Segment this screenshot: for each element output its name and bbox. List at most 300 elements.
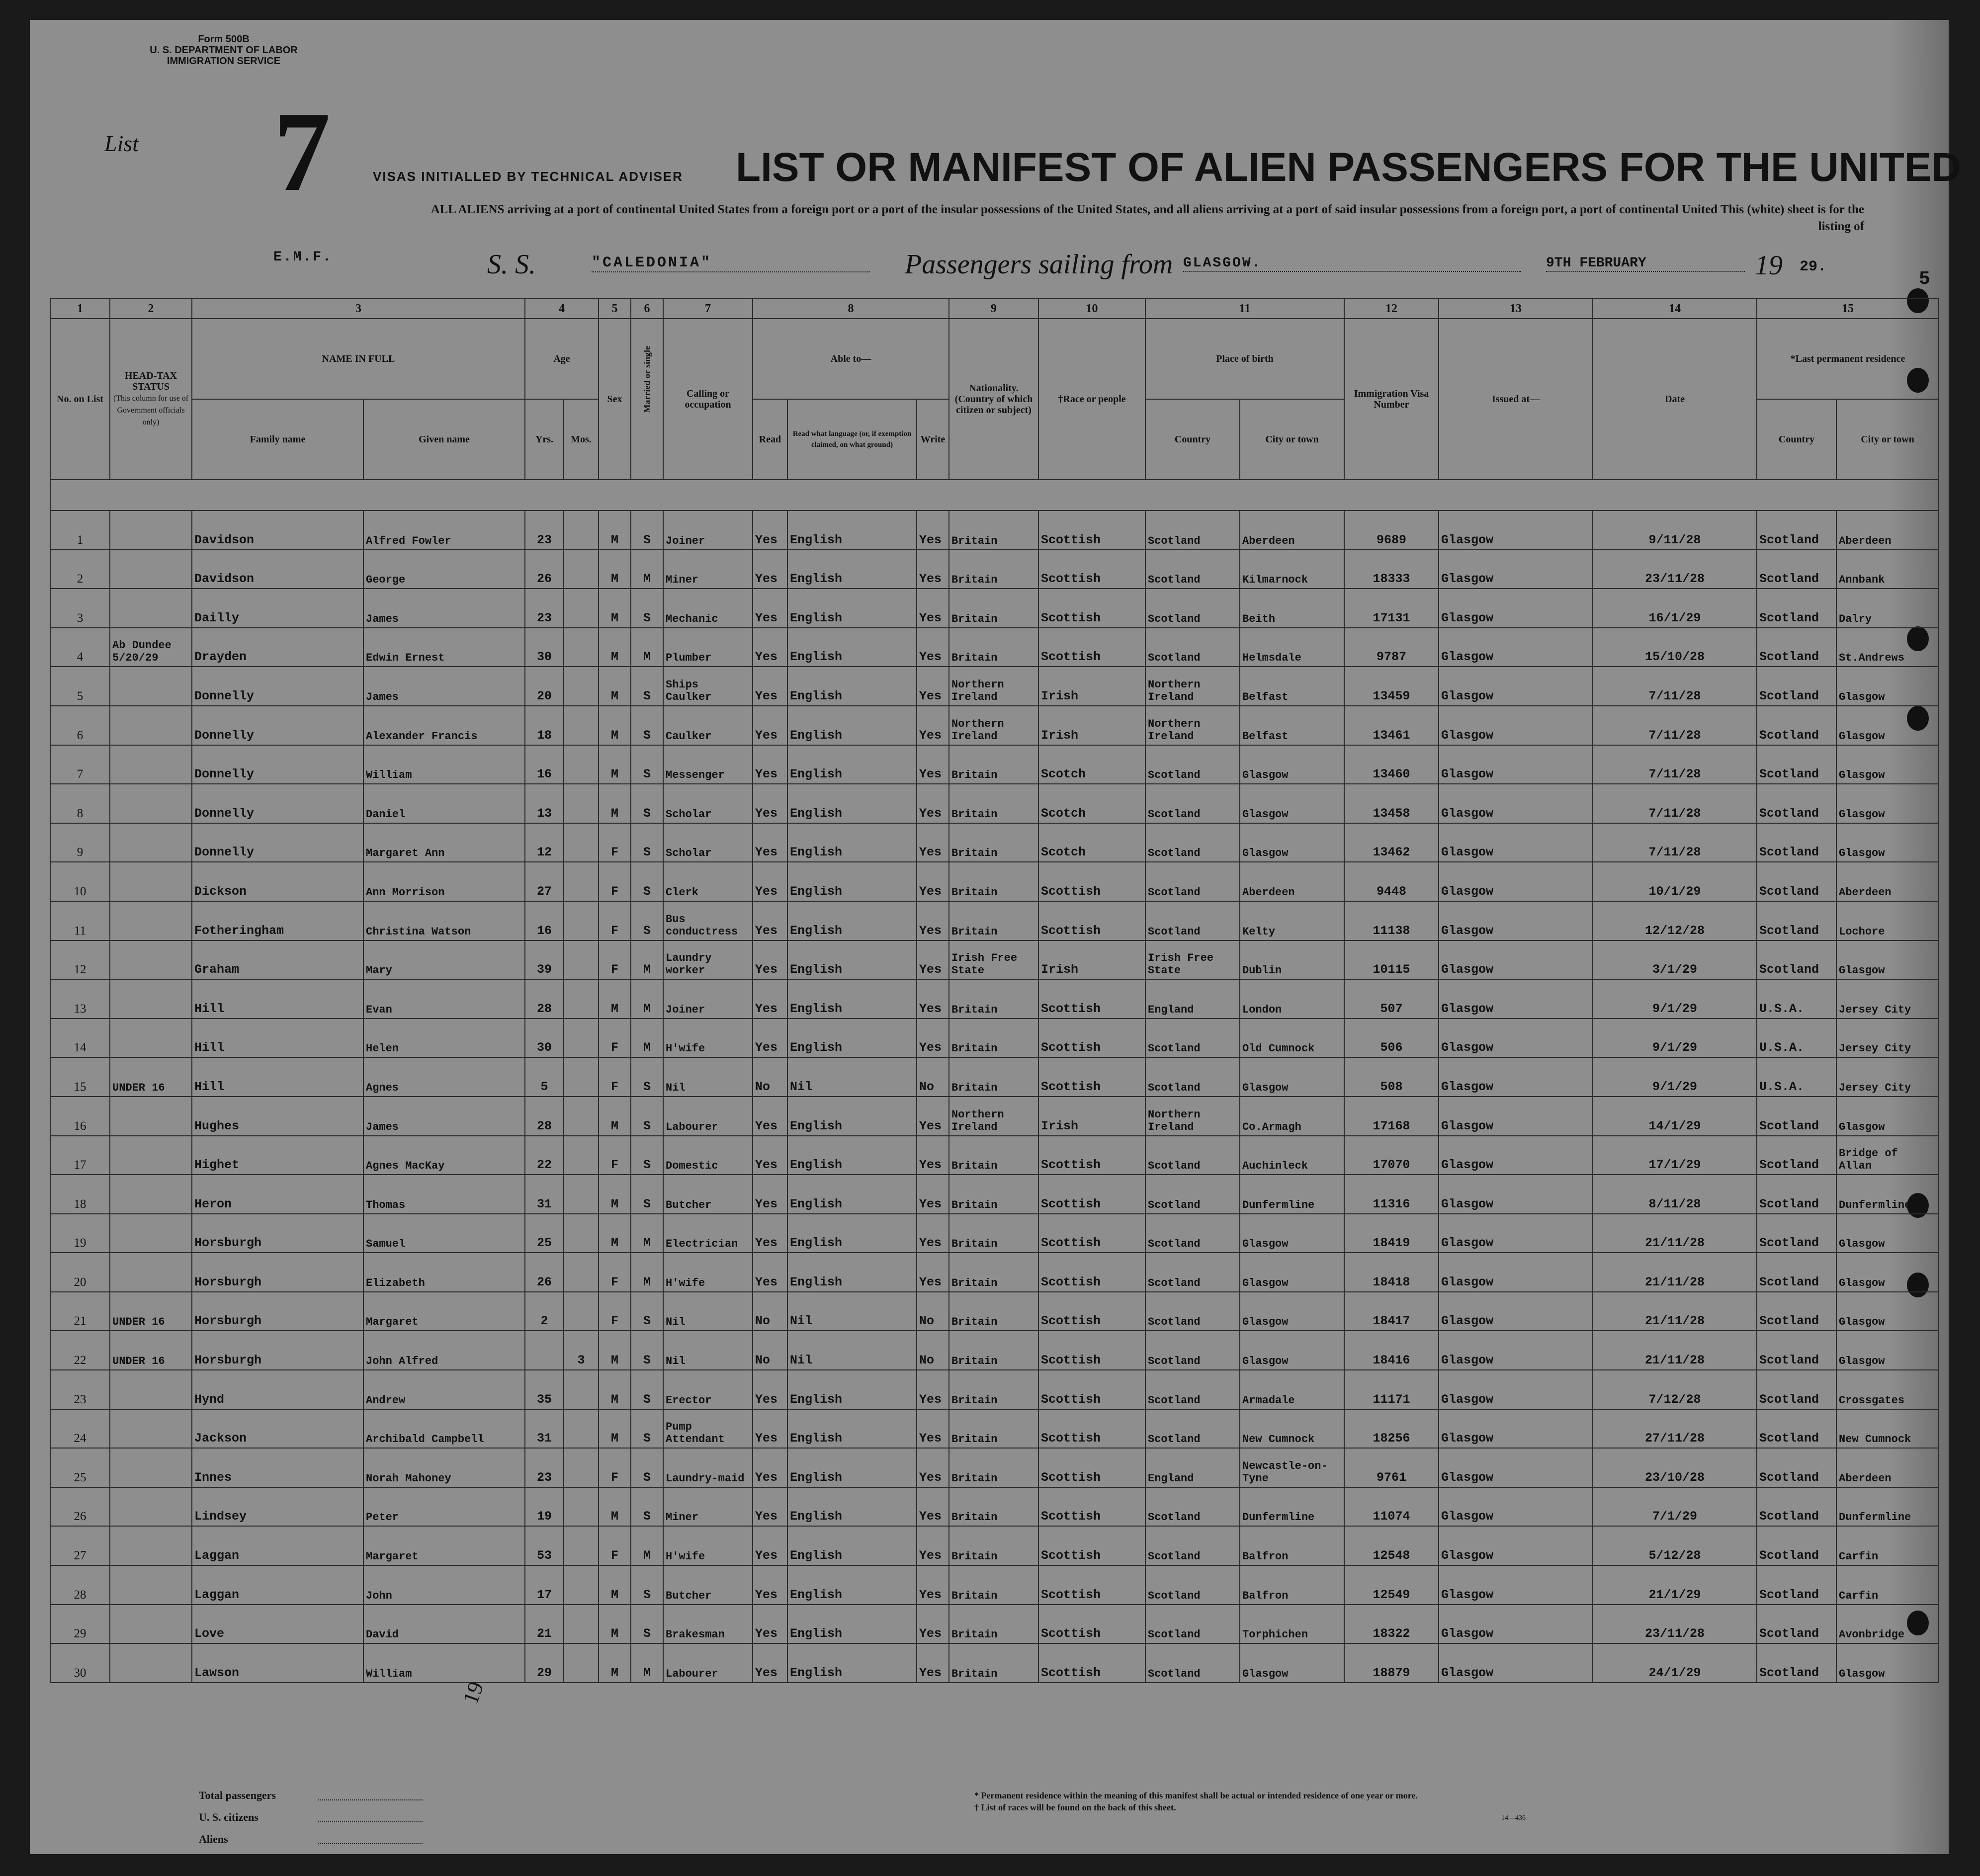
sex: M [599, 1605, 631, 1644]
row-number: 25 [50, 1448, 110, 1487]
occupation: Nil [663, 1057, 753, 1097]
sex: M [599, 628, 631, 667]
can-write: Yes [917, 589, 949, 628]
residence-city: Dalry [1836, 589, 1939, 628]
header-yrs: Yrs. [525, 399, 564, 480]
race: Scottish [1038, 1214, 1145, 1253]
birth-city: Balfron [1240, 1526, 1344, 1565]
can-read: Yes [753, 706, 787, 745]
head-tax-status [110, 979, 192, 1019]
header-last-residence: *Last permanent residence [1757, 319, 1939, 399]
visa-date: 7/11/28 [1593, 706, 1757, 745]
age-years: 35 [525, 1370, 564, 1409]
nationality: Britain [949, 1057, 1038, 1097]
visa-number: 18416 [1344, 1331, 1439, 1370]
marital-status: S [631, 1487, 663, 1527]
row-number: 26 [50, 1487, 110, 1527]
header-sex: Sex [599, 319, 631, 480]
residence-country: Scotland [1757, 1253, 1836, 1292]
head-tax-status [110, 1214, 192, 1253]
race: Irish [1038, 940, 1145, 980]
row-number: 21 [50, 1292, 110, 1331]
read-language: English [787, 940, 917, 980]
can-read: Yes [753, 667, 787, 706]
family-name: Dailly [192, 589, 363, 628]
occupation: Miner [663, 1487, 753, 1527]
occupation: H'wife [663, 1526, 753, 1565]
marital-status: M [631, 1253, 663, 1292]
can-write: Yes [917, 1253, 949, 1292]
passenger-rows [50, 511, 1939, 1683]
family-name: Laggan [192, 1565, 363, 1605]
head-tax-status [110, 1175, 192, 1214]
nationality: Britain [949, 1136, 1038, 1175]
age-years: 31 [525, 1175, 564, 1214]
column-number: 6 [631, 299, 663, 319]
race: Scottish [1038, 1253, 1145, 1292]
family-name: Horsburgh [192, 1292, 363, 1331]
occupation: Joiner [663, 511, 753, 550]
visa-date: 9/1/29 [1593, 979, 1757, 1019]
age-months [564, 628, 599, 667]
passenger-row [50, 1292, 1939, 1331]
age-months [564, 706, 599, 745]
visa-date: 9/11/28 [1593, 511, 1757, 550]
can-read: Yes [753, 1643, 787, 1683]
marital-status: M [631, 628, 663, 667]
birth-country: England [1145, 1448, 1240, 1487]
sex: M [599, 550, 631, 589]
race: Scotch [1038, 784, 1145, 823]
header-family-name: Family name [192, 399, 363, 480]
residence-city: Glasgow [1836, 1292, 1939, 1331]
birth-country: Northern Ireland [1145, 706, 1240, 745]
sex: M [599, 706, 631, 745]
residence-city: Glasgow [1836, 1214, 1939, 1253]
birth-country: Scotland [1145, 862, 1240, 901]
header-race: †Race or people [1038, 319, 1145, 480]
read-language: English [787, 1526, 917, 1565]
row-number: 28 [50, 1565, 110, 1605]
can-write: Yes [917, 979, 949, 1019]
read-language: English [787, 1605, 917, 1644]
sex: F [599, 1019, 631, 1058]
age-months [564, 979, 599, 1019]
race: Scottish [1038, 1331, 1145, 1370]
marital-status: S [631, 1097, 663, 1136]
passenger-row [50, 667, 1939, 706]
can-read: Yes [753, 550, 787, 589]
race: Scottish [1038, 1605, 1145, 1644]
marital-status: S [631, 667, 663, 706]
sex: M [599, 979, 631, 1019]
occupation: Messenger [663, 745, 753, 784]
birth-city: Kelty [1240, 901, 1344, 940]
can-read: Yes [753, 823, 787, 862]
passenger-row [50, 745, 1939, 784]
can-write: Yes [917, 862, 949, 901]
age-years: 13 [525, 784, 564, 823]
visa-date: 23/11/28 [1593, 550, 1757, 589]
can-write: Yes [917, 706, 949, 745]
head-tax-status [110, 784, 192, 823]
age-months [564, 1175, 599, 1214]
read-language: English [787, 1409, 917, 1449]
family-name: Hynd [192, 1370, 363, 1409]
total-passengers-line [199, 1785, 423, 1806]
header-name-in-full: NAME IN FULL [192, 319, 525, 399]
header-write: Write [917, 399, 949, 480]
visa-number: 12548 [1344, 1526, 1439, 1565]
birth-city: Aberdeen [1240, 511, 1344, 550]
residence-city: St.Andrews [1836, 628, 1939, 667]
occupation: Labourer [663, 1643, 753, 1683]
given-name: Ann Morrison [363, 862, 525, 901]
head-tax-status [110, 1019, 192, 1058]
married-label: Married or single [642, 345, 652, 413]
nationality: Britain [949, 1370, 1038, 1409]
can-read: No [753, 1331, 787, 1370]
can-read: Yes [753, 1019, 787, 1058]
list-label: List [104, 131, 139, 156]
nationality: Britain [949, 550, 1038, 589]
given-name: Helen [363, 1019, 525, 1058]
nationality: Britain [949, 1331, 1038, 1370]
spacer-row [50, 480, 1939, 511]
birth-country: Scotland [1145, 745, 1240, 784]
issued-at: Glasgow [1439, 1175, 1593, 1214]
nationality: Britain [949, 784, 1038, 823]
occupation: Laundry-maid [663, 1448, 753, 1487]
birth-city: Glasgow [1240, 1214, 1344, 1253]
marital-status: S [631, 1565, 663, 1605]
sex: M [599, 511, 631, 550]
passenger-row [50, 1253, 1939, 1292]
family-name: Drayden [192, 628, 363, 667]
residence-country: Scotland [1757, 1097, 1836, 1136]
sex: M [599, 1370, 631, 1409]
occupation: Bus conductress [663, 901, 753, 940]
read-language: English [787, 823, 917, 862]
marital-status: S [631, 823, 663, 862]
race: Scottish [1038, 1370, 1145, 1409]
age-months [564, 901, 599, 940]
sex: M [599, 745, 631, 784]
can-write: Yes [917, 667, 949, 706]
residence-city: Avonbridge [1836, 1605, 1939, 1644]
residence-city: Glasgow [1836, 667, 1939, 706]
occupation: Butcher [663, 1565, 753, 1605]
occupation: Labourer [663, 1097, 753, 1136]
visa-number: 18333 [1344, 550, 1439, 589]
header-residence-city: City or town [1836, 399, 1939, 480]
read-language: English [787, 1565, 917, 1605]
age-years: 28 [525, 979, 564, 1019]
birth-city: London [1240, 979, 1344, 1019]
sex: M [599, 1097, 631, 1136]
residence-city: Glasgow [1836, 784, 1939, 823]
family-name: Lawson [192, 1643, 363, 1683]
residence-country: Scotland [1757, 1370, 1836, 1409]
age-months [564, 823, 599, 862]
visa-date: 21/11/28 [1593, 1331, 1757, 1370]
birth-city: Glasgow [1240, 823, 1344, 862]
age-months [564, 1565, 599, 1605]
passenger-row [50, 823, 1939, 862]
residence-country: Scotland [1757, 1565, 1836, 1605]
passenger-row [50, 1448, 1939, 1487]
header-read-language: Read what language (or, if exemption claimed, on what ground) [787, 399, 917, 480]
birth-city: Glasgow [1240, 784, 1344, 823]
can-read: Yes [753, 1253, 787, 1292]
visa-number: 11171 [1344, 1370, 1439, 1409]
head-tax-status [110, 745, 192, 784]
row-number: 10 [50, 862, 110, 901]
row-number: 22 [50, 1331, 110, 1370]
head-tax-status: UNDER 16 [110, 1057, 192, 1097]
marital-status: S [631, 1057, 663, 1097]
can-read: Yes [753, 901, 787, 940]
row-number: 14 [50, 1019, 110, 1058]
read-language: English [787, 550, 917, 589]
read-language: English [787, 1175, 917, 1214]
spacer-cell [50, 480, 1939, 511]
read-language: English [787, 511, 917, 550]
residence-country: Scotland [1757, 1214, 1836, 1253]
occupation: H'wife [663, 1019, 753, 1058]
issued-at: Glasgow [1439, 667, 1593, 706]
given-name: Margaret [363, 1526, 525, 1565]
nationality: Britain [949, 1214, 1038, 1253]
nationality: Britain [949, 1605, 1038, 1644]
residence-country: U.S.A. [1757, 979, 1836, 1019]
occupation: Ships Caulker [663, 667, 753, 706]
visa-number: 11316 [1344, 1175, 1439, 1214]
age-years: 26 [525, 550, 564, 589]
head-tax-status [110, 1526, 192, 1565]
read-language: English [787, 1097, 917, 1136]
can-read: Yes [753, 745, 787, 784]
sex: M [599, 667, 631, 706]
race: Scottish [1038, 1057, 1145, 1097]
occupation: Miner [663, 550, 753, 589]
birth-city: Beith [1240, 589, 1344, 628]
family-name: Heron [192, 1175, 363, 1214]
age-years: 16 [525, 745, 564, 784]
age-months [564, 745, 599, 784]
race: Scottish [1038, 1136, 1145, 1175]
row-number: 12 [50, 940, 110, 980]
nationality: Britain [949, 745, 1038, 784]
visa-number: 506 [1344, 1019, 1439, 1058]
family-name: Hill [192, 1019, 363, 1058]
read-language: English [787, 628, 917, 667]
issued-at: Glasgow [1439, 823, 1593, 862]
nationality: Britain [949, 1487, 1038, 1527]
visa-number: 18322 [1344, 1605, 1439, 1644]
head-tax-status: UNDER 16 [110, 1331, 192, 1370]
given-name: Margaret [363, 1292, 525, 1331]
age-months [564, 1136, 599, 1175]
race: Scottish [1038, 1526, 1145, 1565]
issued-at: Glasgow [1439, 862, 1593, 901]
read-language: English [787, 667, 917, 706]
age-months [564, 1448, 599, 1487]
occupation: Laundry worker [663, 940, 753, 980]
visa-number: 9689 [1344, 511, 1439, 550]
age-years: 39 [525, 940, 564, 980]
age-months [564, 1292, 599, 1331]
passenger-row [50, 628, 1939, 667]
visa-date: 12/12/28 [1593, 901, 1757, 940]
age-months [564, 1605, 599, 1644]
head-tax-title: HEAD-TAX STATUS [124, 370, 177, 392]
head-tax-status [110, 1565, 192, 1605]
family-name: Horsburgh [192, 1253, 363, 1292]
visa-number: 9448 [1344, 862, 1439, 901]
read-language: English [787, 979, 917, 1019]
birth-city: Helmsdale [1240, 628, 1344, 667]
can-write: Yes [917, 1214, 949, 1253]
head-tax-status [110, 589, 192, 628]
age-years: 17 [525, 1565, 564, 1605]
nationality: Britain [949, 1253, 1038, 1292]
visa-number: 13462 [1344, 823, 1439, 862]
ss-label: S. S. [487, 249, 536, 280]
nationality: Northern Ireland [949, 706, 1038, 745]
nationality: Northern Ireland [949, 1097, 1038, 1136]
can-read: No [753, 1292, 787, 1331]
can-read: Yes [753, 511, 787, 550]
visa-date: 8/11/28 [1593, 1175, 1757, 1214]
passenger-row [50, 1643, 1939, 1683]
row-number: 8 [50, 784, 110, 823]
row-number: 23 [50, 1370, 110, 1409]
age-years: 23 [525, 511, 564, 550]
occupation: Caulker [663, 706, 753, 745]
marital-status: S [631, 745, 663, 784]
column-number: 12 [1344, 299, 1439, 319]
sex: F [599, 1526, 631, 1565]
visa-date: 17/1/29 [1593, 1136, 1757, 1175]
residence-city: Lochore [1836, 901, 1939, 940]
birth-country: Scotland [1145, 1331, 1240, 1370]
head-tax-status [110, 1605, 192, 1644]
head-tax-status: UNDER 16 [110, 1292, 192, 1331]
head-tax-status [110, 1409, 192, 1449]
birth-city: Aberdeen [1240, 862, 1344, 901]
race: Scottish [1038, 1175, 1145, 1214]
visa-date: 7/11/28 [1593, 745, 1757, 784]
residence-country: Scotland [1757, 667, 1836, 706]
passenger-row [50, 1487, 1939, 1527]
head-tax-status [110, 1643, 192, 1683]
age-years: 30 [525, 1019, 564, 1058]
given-name: John Alfred [363, 1331, 525, 1370]
read-language: English [787, 1253, 917, 1292]
issued-at: Glasgow [1439, 511, 1593, 550]
row-number: 16 [50, 1097, 110, 1136]
birth-country: Scotland [1145, 511, 1240, 550]
birth-city: Glasgow [1240, 745, 1344, 784]
visa-number: 9787 [1344, 628, 1439, 667]
can-read: Yes [753, 1097, 787, 1136]
birth-city: Glasgow [1240, 1292, 1344, 1331]
us-citizens-label: U. S. citizens [199, 1811, 258, 1823]
sex: M [599, 1643, 631, 1683]
manifest-table-wrapper [50, 298, 1914, 1683]
birth-city: Old Cumnock [1240, 1019, 1344, 1058]
can-read: Yes [753, 589, 787, 628]
nationality: Britain [949, 1019, 1038, 1058]
given-name: Agnes MacKay [363, 1136, 525, 1175]
sex: M [599, 1214, 631, 1253]
birth-country: Scotland [1145, 1487, 1240, 1527]
residence-city: Annbank [1836, 550, 1939, 589]
birth-country: Northern Ireland [1145, 667, 1240, 706]
age-months [564, 1643, 599, 1683]
page-subtitle: ALL ALIENS arriving at a port of continental United States from a foreign port or a port of the insular possessions of the United States, and all aliens arriving at a port of said insular possessions from a foreign port, a port of continental United This (white) sheet is for the listing of [430, 203, 1864, 233]
visa-date: 23/10/28 [1593, 1448, 1757, 1487]
nationality: Britain [949, 862, 1038, 901]
visa-date: 21/11/28 [1593, 1292, 1757, 1331]
residence-country: Scotland [1757, 901, 1836, 940]
footnote-races: † List of races will be found on the back of this sheet. [974, 1802, 1176, 1812]
visa-date: 15/10/28 [1593, 628, 1757, 667]
head-tax-status [110, 1097, 192, 1136]
sex: M [599, 1175, 631, 1214]
family-name: Highet [192, 1136, 363, 1175]
can-read: Yes [753, 784, 787, 823]
family-name: Hill [192, 979, 363, 1019]
column-number: 1 [50, 299, 110, 319]
departure-port: GLASGOW. [1183, 256, 1521, 272]
occupation: H'wife [663, 1253, 753, 1292]
head-tax-status: Ab Dundee 5/20/29 [110, 628, 192, 667]
sex: F [599, 1292, 631, 1331]
birth-country: Scotland [1145, 901, 1240, 940]
residence-country: Scotland [1757, 1605, 1836, 1644]
residence-city: Glasgow [1836, 1253, 1939, 1292]
aliens-label: Aliens [199, 1833, 228, 1845]
visa-number: 18417 [1344, 1292, 1439, 1331]
can-read: Yes [753, 1448, 787, 1487]
can-read: Yes [753, 862, 787, 901]
birth-country: Scotland [1145, 628, 1240, 667]
age-years: 29 [525, 1643, 564, 1683]
read-language: English [787, 784, 917, 823]
manifest-page [30, 20, 1961, 1854]
header-no-on-list: No. on List [50, 319, 110, 480]
nationality: Britain [949, 589, 1038, 628]
row-number: 15 [50, 1057, 110, 1097]
head-tax-status [110, 823, 192, 862]
race: Scotch [1038, 823, 1145, 862]
sex: F [599, 1057, 631, 1097]
age-years: 31 [525, 1409, 564, 1449]
issued-at: Glasgow [1439, 901, 1593, 940]
given-name: Samuel [363, 1214, 525, 1253]
given-name: Elizabeth [363, 1253, 525, 1292]
marital-status: S [631, 1370, 663, 1409]
passenger-row [50, 901, 1939, 940]
birth-country: Scotland [1145, 784, 1240, 823]
family-name: Davidson [192, 511, 363, 550]
sex: M [599, 784, 631, 823]
header-read: Read [753, 399, 787, 480]
issued-at: Glasgow [1439, 1370, 1593, 1409]
sex: M [599, 589, 631, 628]
